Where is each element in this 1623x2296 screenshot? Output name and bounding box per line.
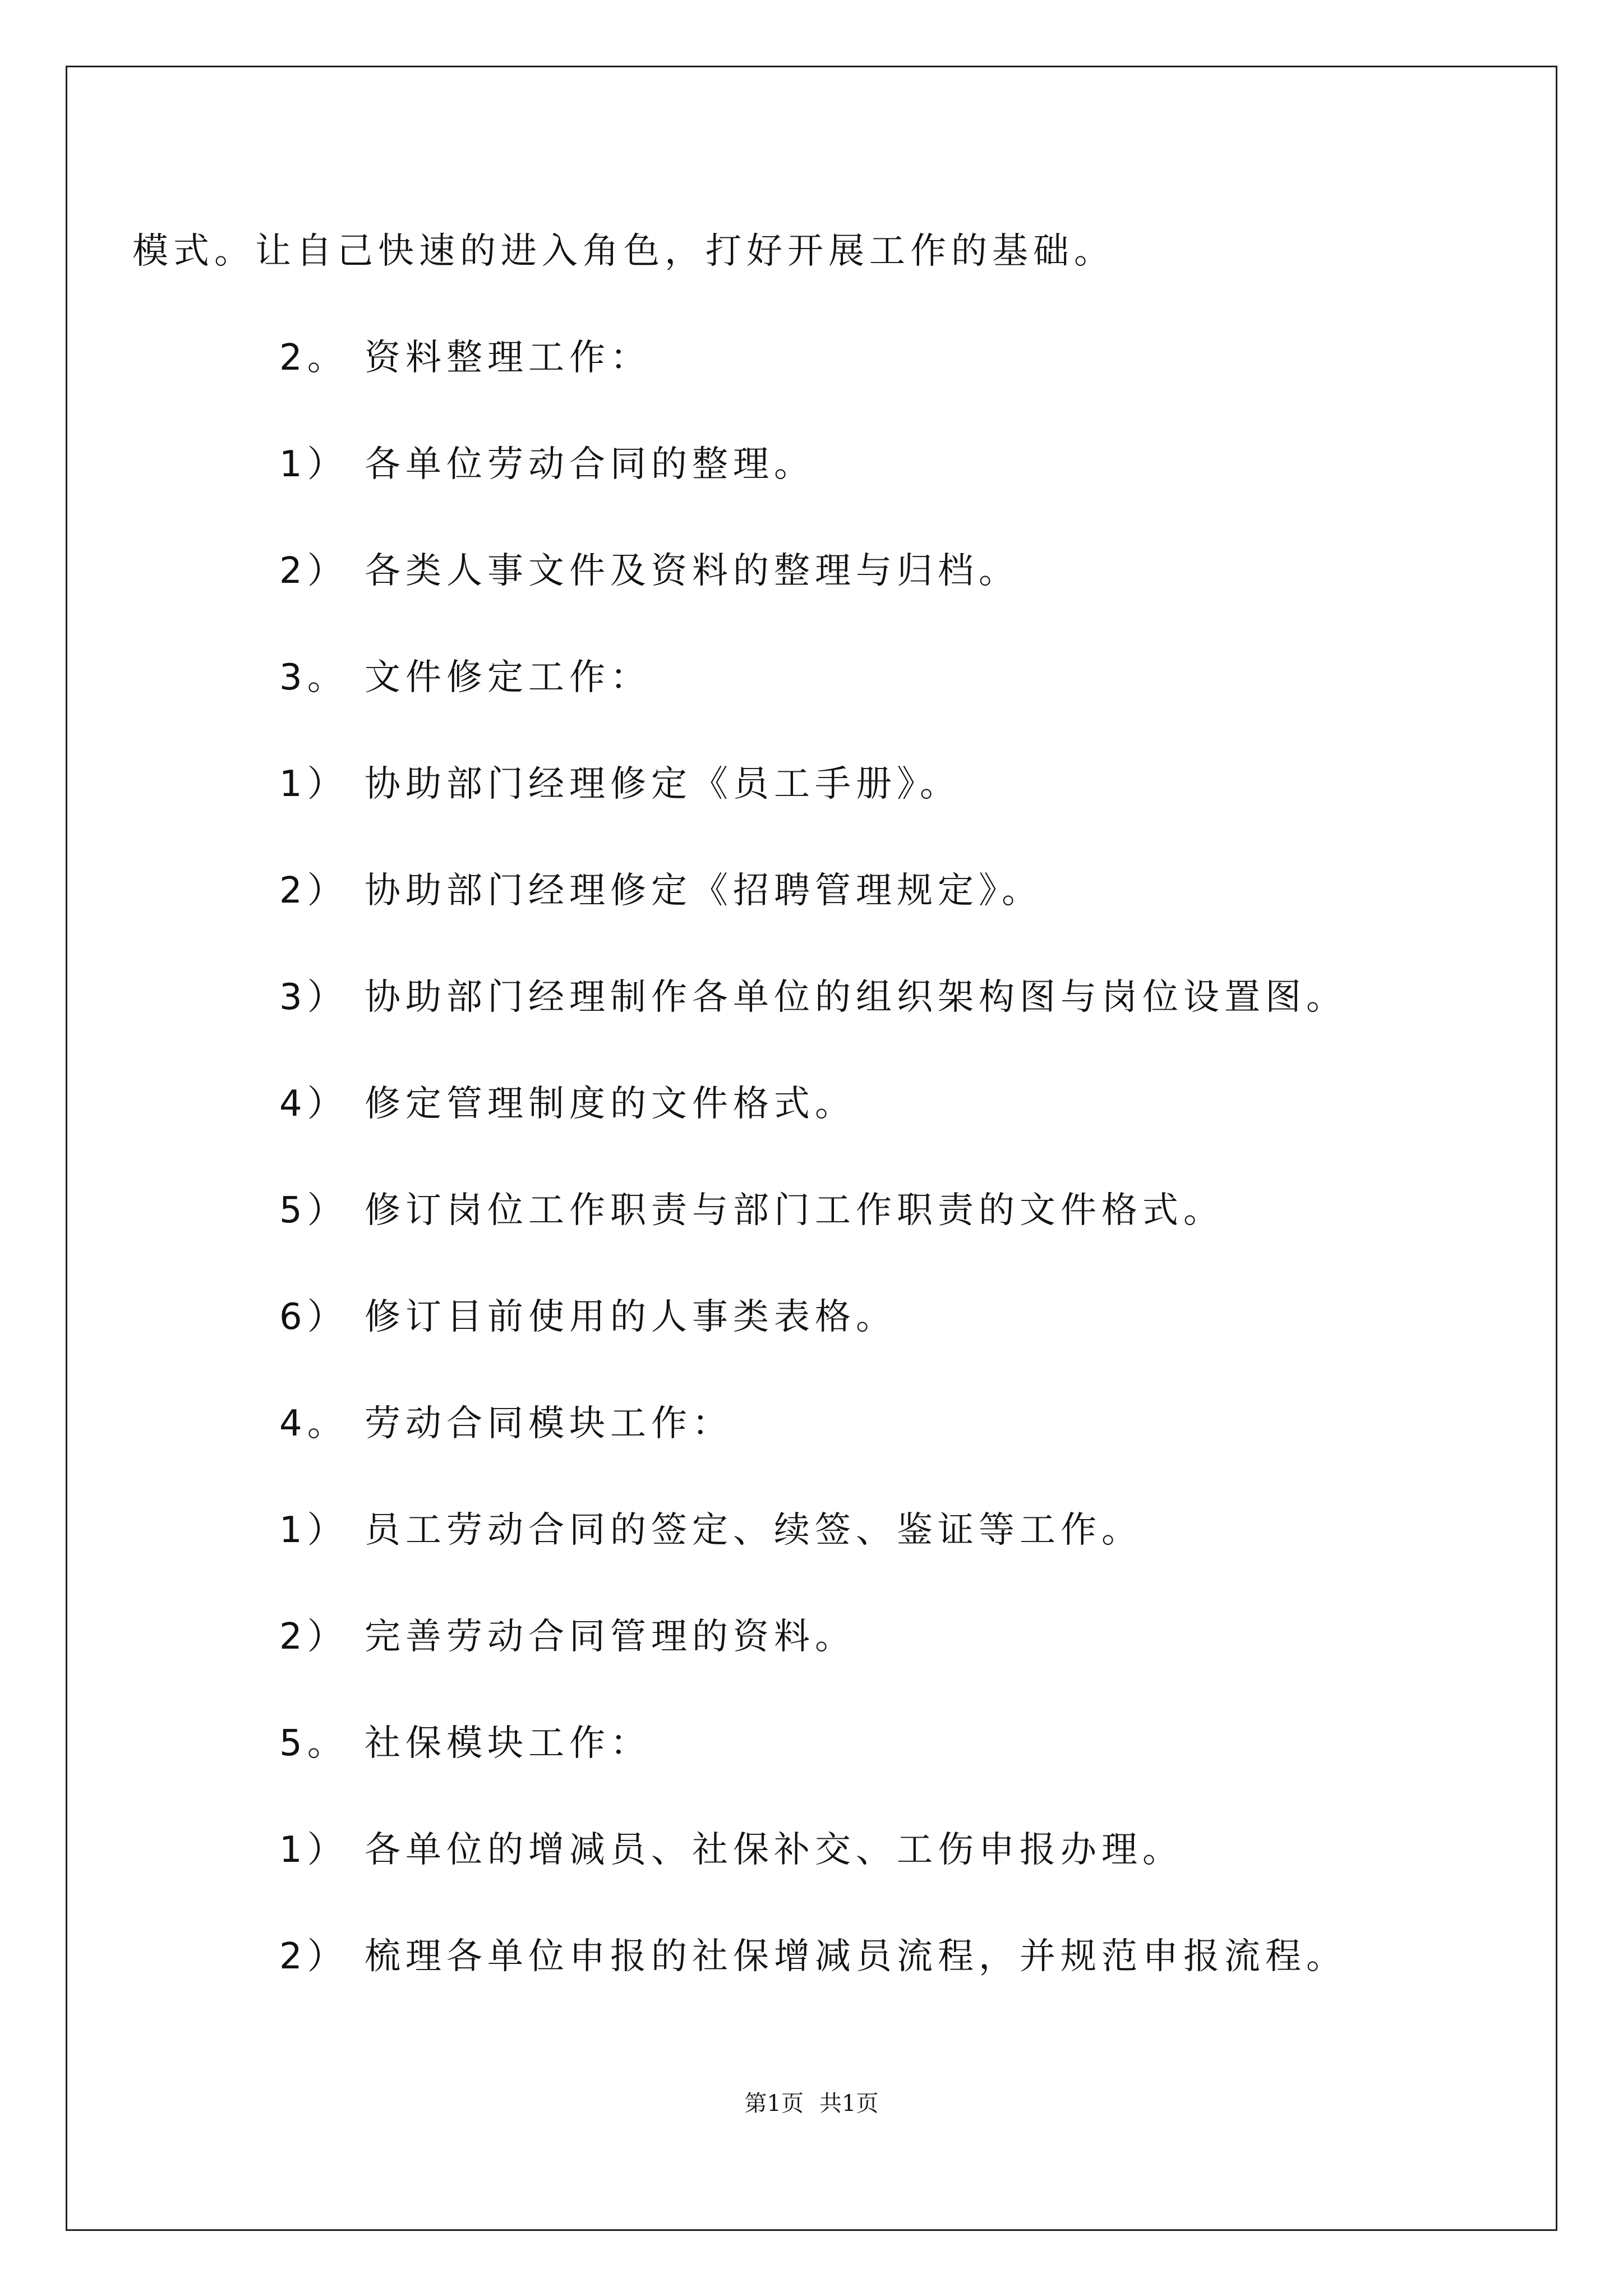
paragraph-line-continuation (132, 229, 1115, 274)
line-text: 梳理各单位申报的社保增减员流程，并规范申报流程。 (365, 1936, 1347, 1977)
line-text: 各单位劳动合同的整理。 (365, 444, 815, 485)
line-number: 3） (279, 977, 348, 1018)
list-item (279, 868, 1043, 913)
list-item (279, 1934, 1347, 1979)
line-number: 1） (279, 1829, 348, 1871)
list-item (279, 1295, 897, 1340)
line-number: 4。 (279, 1403, 348, 1444)
line-number: 6） (279, 1296, 348, 1338)
line-number: 5） (279, 1190, 348, 1231)
line-text: 员工劳动合同的签定、续签、鉴证等工作。 (365, 1510, 1142, 1551)
list-item (279, 1188, 1224, 1233)
page-footer (0, 2090, 1623, 2118)
line-number: 3。 (279, 657, 348, 698)
line-text: 修定管理制度的文件格式。 (365, 1083, 856, 1125)
page-total: 共1页 (819, 2091, 879, 2116)
line-text: 协助部门经理制作各单位的组织架构图与岗位设置图。 (365, 977, 1347, 1018)
line-text: 协助部门经理修定《招聘管理规定》。 (365, 870, 1043, 912)
page-number: 第1页 (744, 2091, 804, 2116)
line-text: 修订岗位工作职责与部门工作职责的文件格式。 (365, 1190, 1224, 1231)
line-number: 2） (279, 1616, 348, 1658)
line-text: 劳动合同模块工作： (365, 1403, 733, 1444)
section-heading-5 (279, 1721, 651, 1766)
list-item (279, 1508, 1142, 1553)
line-text: 协助部门经理修定《员工手册》。 (365, 763, 961, 805)
page-border (66, 66, 1557, 2231)
line-number: 2） (279, 1936, 348, 1977)
line-number: 1） (279, 1510, 348, 1551)
section-heading-3 (279, 655, 651, 700)
line-text: 修订目前使用的人事类表格。 (365, 1296, 897, 1338)
line-number: 1） (279, 763, 348, 805)
line-text: 文件修定工作： (365, 657, 651, 698)
list-item (279, 1828, 1183, 1872)
list-item (279, 1082, 856, 1126)
section-heading-2 (279, 335, 651, 380)
list-item (279, 549, 1020, 593)
line-number: 5。 (279, 1723, 348, 1764)
list-item (279, 975, 1347, 1020)
line-number: 2） (279, 870, 348, 912)
line-number: 1） (279, 444, 348, 485)
line-text: 模式。让自己快速的进入角色，打好开展工作的基础。 (132, 231, 1115, 272)
line-number: 2。 (279, 337, 348, 379)
line-text: 社保模块工作： (365, 1723, 651, 1764)
section-heading-4 (279, 1401, 733, 1446)
list-item (279, 762, 961, 807)
line-text: 各单位的增减员、社保补交、工伤申报办理。 (365, 1829, 1183, 1871)
line-number: 4） (279, 1083, 348, 1125)
line-text: 各类人事文件及资料的整理与归档。 (365, 550, 1020, 592)
list-item (279, 442, 815, 487)
line-text: 完善劳动合同管理的资料。 (365, 1616, 856, 1658)
list-item (279, 1614, 856, 1659)
line-text: 资料整理工作： (365, 337, 651, 379)
line-number: 2） (279, 550, 348, 592)
